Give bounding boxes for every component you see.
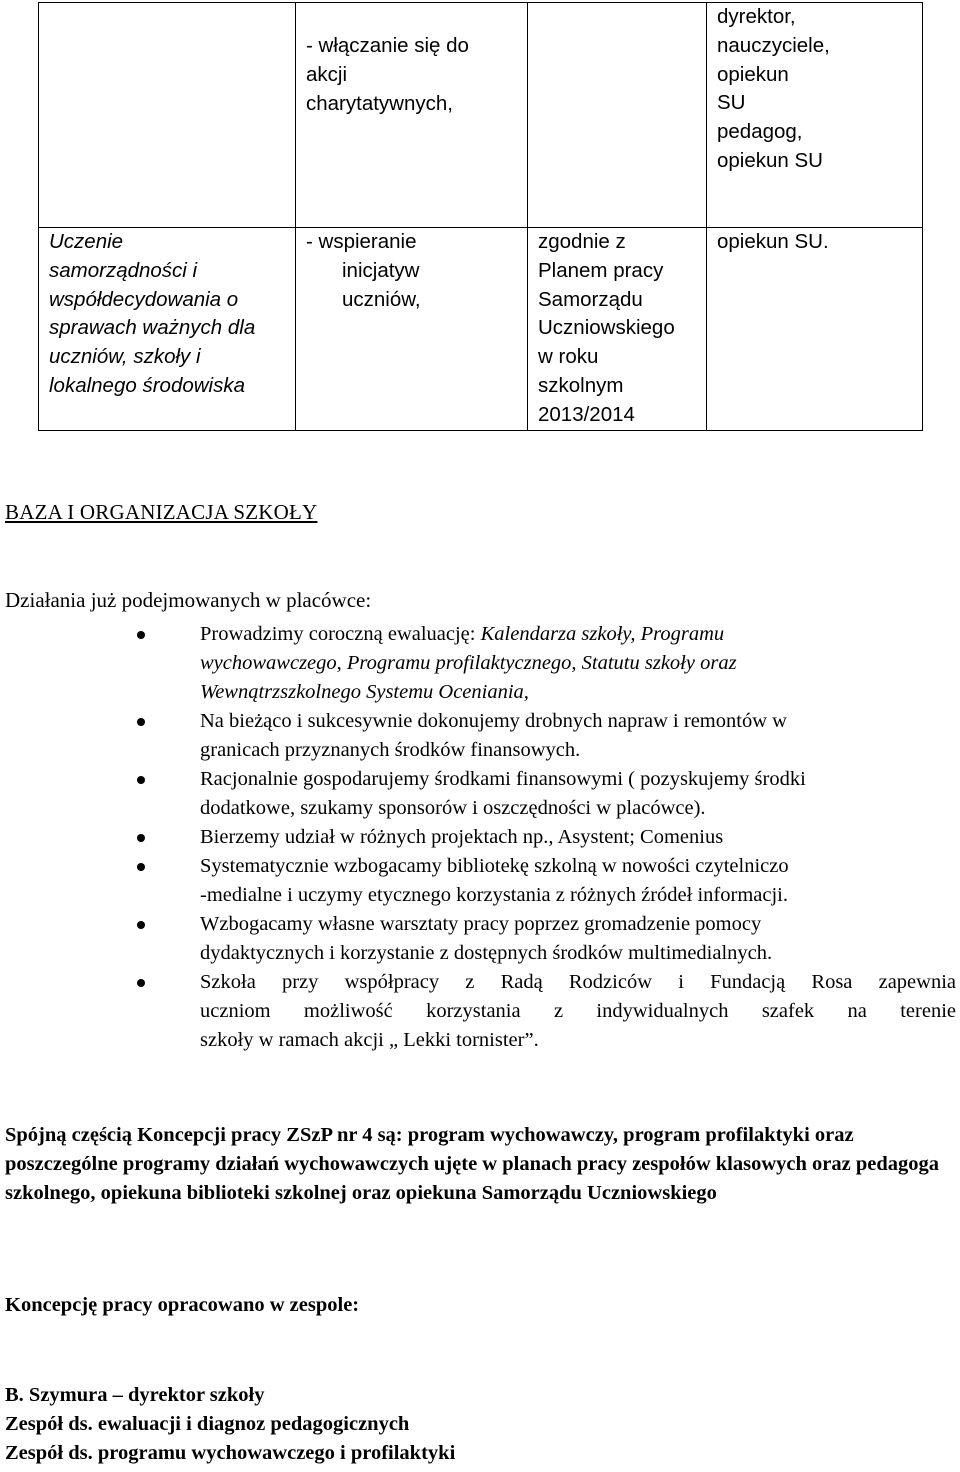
table-cell-goal [39, 3, 296, 228]
bullet-icon [137, 834, 145, 842]
list-item: Wzbogacamy własne warsztaty pracy poprzez gromadzenie pomocy dydaktycznych i korzystanie z dostępnych środków multimedialnych. [0, 910, 956, 968]
table-cell-responsible: dyrektor, nauczyciele, opiekun SU pedagog, opiekun SU [707, 3, 923, 228]
list-item: Prowadzimy coroczną ewaluację: Kalendarza szkoły, Programu wychowawczego, Programu profilaktycznego, Statutu szkoły oraz Wewnątrzszkolnego Systemu Oceniania, [0, 620, 956, 707]
section-heading: BAZA I ORGANIZACJA SZKOŁY [5, 500, 318, 524]
table-cell-task: - włączanie się do akcji charytatywnych, [296, 3, 528, 228]
team-member: Zespół ds. programu wychowawczego i profilaktyki [5, 1442, 456, 1464]
bullet-icon [137, 863, 145, 871]
table-cell-term: zgodnie z Planem pracy Samorządu Uczniowskiego w roku szkolnym 2013/2014 [528, 228, 707, 431]
bullet-icon [137, 776, 145, 784]
bullet-icon [137, 718, 145, 726]
bullet-icon [137, 921, 145, 929]
team-member: B. Szymura – dyrektor szkoły [5, 1384, 265, 1406]
list-item: Racjonalnie gospodarujemy środkami finansowymi ( pozyskujemy środki dodatkowe, szukamy sponsorów i oszczędności w placówce). [0, 765, 956, 823]
team-member: Zespół ds. ewaluacji i diagnoz pedagogicznych [5, 1413, 410, 1435]
table-cell-term [528, 3, 707, 228]
summary-paragraph: Spójną częścią Koncepcji pracy ZSzP nr 4 są: program wychowawczy, program profilaktyki oraz poszczególne programy działań wychowawczych ujęte w planach pracy zespołów klasowych oraz pedagoga szkolnego, opiekuna biblioteki szkolnej oraz opiekuna Samorządu Uczniowskiego [5, 1124, 940, 1204]
table-cell-goal: Uczenie samorządności i współdecydowania o sprawach ważnych dla uczniów, szkoły i lokalnego środowiska [39, 228, 296, 431]
list-item: Szkoła przy współpracy z Radą Rodziców i Fundacją Rosa zapewnia uczniom możliwość korzystania z indywidualnych szafek na terenie szkoły w ramach akcji „ Lekki tornister”. [0, 968, 956, 1055]
team-members [5, 1381, 455, 1468]
table-cell-responsible: opiekun SU. [707, 228, 923, 431]
table-cell-task: - wspieranie inicjatyw uczniów, [296, 228, 528, 431]
actions-list [0, 620, 956, 1055]
list-item: Na bieżąco i sukcesywnie dokonujemy drobnych napraw i remontów w granicach przyznanych środków finansowych. [0, 707, 956, 765]
bullet-icon [137, 979, 145, 987]
bullet-icon [137, 631, 145, 639]
table-row [39, 228, 923, 431]
table-row [39, 3, 923, 228]
list-item: Systematycznie wzbogacamy bibliotekę szkolną w nowości czytelniczo -medialne i uczymy etycznego korzystania z różnych źródeł informacji. [0, 852, 956, 910]
team-title: Koncepcję pracy opracowano w zespole: [5, 1294, 360, 1316]
list-item: Bierzemy udział w różnych projektach np., Asystent; Comenius [0, 823, 956, 852]
section-intro: Działania już podejmowanych w placówce: [5, 588, 372, 612]
plan-table [38, 2, 923, 431]
